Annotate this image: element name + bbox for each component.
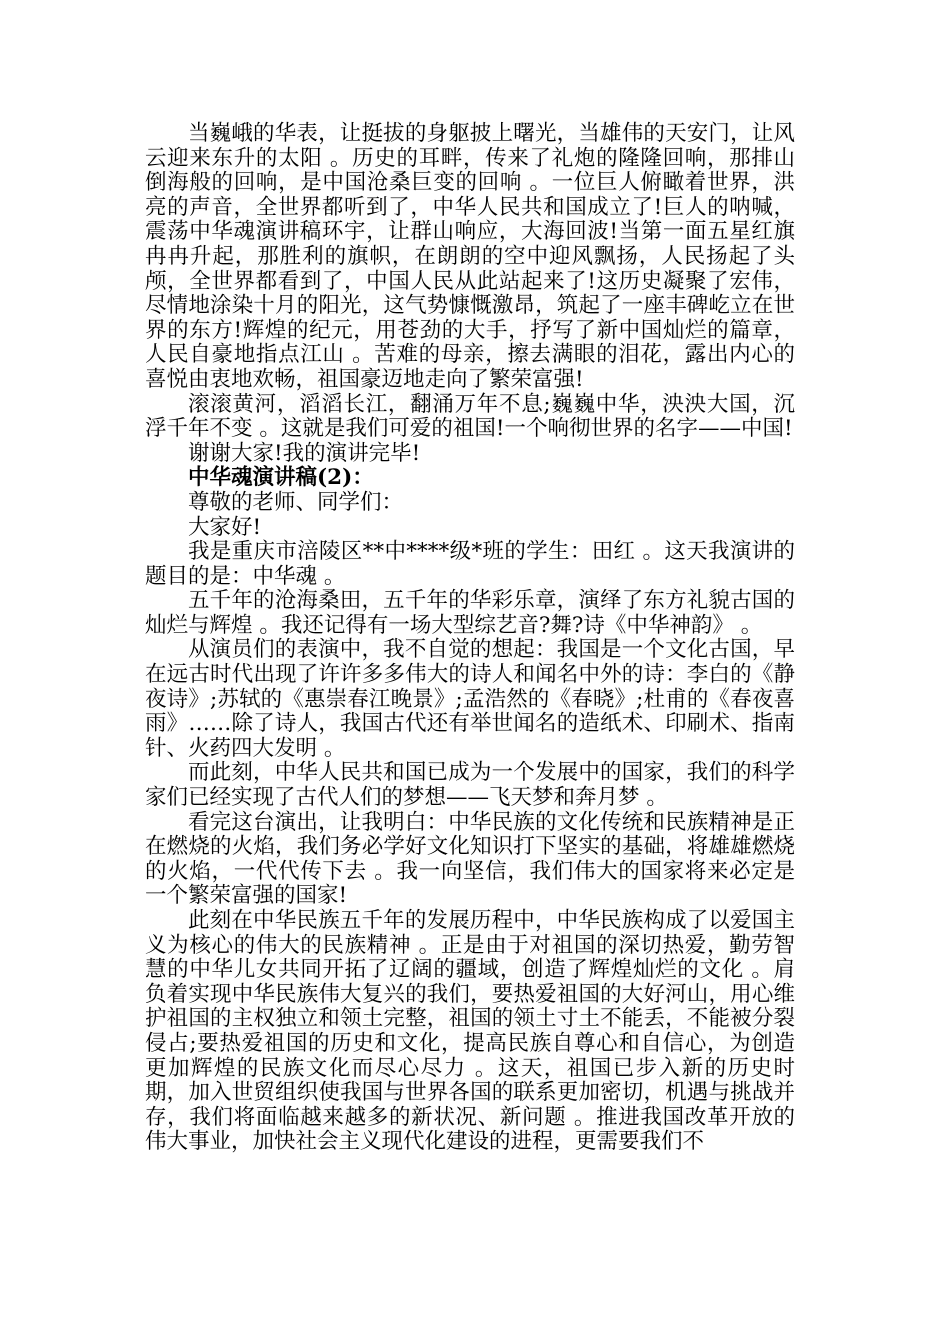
document-page [145, 122, 795, 1155]
paragraph-2: 滚滚黄河，滔滔长江，翻涌万年不息;巍巍中华，泱泱大国，沉浮千年不变 。这就是我们可爱的祖国!一个响彻世界的名字——中国! [145, 391, 795, 442]
section-heading: 中华魂演讲稿(2)： [188, 465, 374, 491]
paragraph-5: 从演员们的表演中，我不自觉的想起：我国是一个文化古国，早在远古时代出现了许许多多伟大的诗人和闻名中外的诗：李白的《静夜诗》;苏轼的《惠崇春江晚景》;孟浩然的《春晓》;杜甫的《春夜喜雨》……除了诗人，我国古代还有举世闻名的造纸术、印刷术、指南针、火药四大发明 。 [145, 637, 795, 761]
paragraph-6: 而此刻，中华人民共和国已成为一个发展中的国家，我们的科学家们已经实现了古代人们的梦想——飞天梦和奔月梦 。 [145, 760, 795, 811]
paragraph-3: 谢谢大家!我的演讲完毕! [188, 440, 421, 466]
paragraph-1: 当巍峨的华表，让挺拔的身躯披上曙光，当雄伟的天安门，让风云迎来东升的太阳 。历史的耳畔，传来了礼炮的隆隆回响，那排山倒海般的回响，是中国沧桑巨变的回响 。一位巨人俯瞰着世界，洪亮的声音，全世界都听到了，中华人民共和国成立了!巨人的呐喊，震荡中华魂演讲稿环宇，让群山响应，大海回波!当第一面五星红旗冉冉升起，那胜利的旗帜，在朗朗的空中迎风飘扬，人民扬起了头颅，全世界都看到了，中国人民从此站起来了!这历史凝聚了宏伟，尽情地涂染十月的阳光，这气势慷慨激昂，筑起了一座丰碑屹立在世界的东方!辉煌的纪元，用苍劲的大手，抒写了新中国灿烂的篇章，人民自豪地指点江山 。苦难的母亲，擦去满眼的泪花，露出内心的喜悦由衷地欢畅，祖国豪迈地走向了繁荣富强! [145, 121, 795, 392]
paragraph-intro: 我是重庆市涪陵区**中****级*班的学生：田红 。这天我演讲的题目的是：中华魂 。 [145, 539, 795, 589]
paragraph-7: 看完这台演出，让我明白：中华民族的文化传统和民族精神是正在燃烧的火焰，我们务必学好文化知识打下坚实的基础，将雄雄燃烧的火焰，一代代传下去 。我一向坚信，我们伟大的国家将来必定是一个繁荣富强的国家! [145, 809, 795, 909]
paragraph-4: 五千年的沧海桑田，五千年的华彩乐章，演绎了东方礼貌古国的灿烂与辉煌 。我还记得有一场大型综艺音?舞?诗《中华神韵》 。 [145, 588, 795, 638]
paragraph-8: 此刻在中华民族五千年的发展历程中，中华民族构成了以爱国主义为核心的伟大的民族精神 。正是由于对祖国的深切热爱，勤劳智慧的中华儿女共同开拓了辽阔的疆域，创造了辉煌灿烂的文化 。肩负着实现中华民族伟大复兴的我们，要热爱祖国的大好河山，用心维护祖国的主权独立和领土完整，祖国的领土寸土不能丢，不能被分裂侵占;要热爱祖国的历史和文化，提高民族自尊心和自信心，为创造更加辉煌的民族文化而尽心尽力 。这天，祖国已步入新的历史时期，加入世贸组织使我国与世界各国的联系更加密切，机遇与挑战并存，我们将面临越来越多的新状况、新问题 。推进我国改革开放的伟大事业，加快社会主义现代化建设的进程，更需要我们不 [145, 908, 795, 1155]
greeting-salutation: 尊敬的老师、同学们： [188, 489, 404, 515]
greeting-hello: 大家好! [188, 514, 262, 540]
